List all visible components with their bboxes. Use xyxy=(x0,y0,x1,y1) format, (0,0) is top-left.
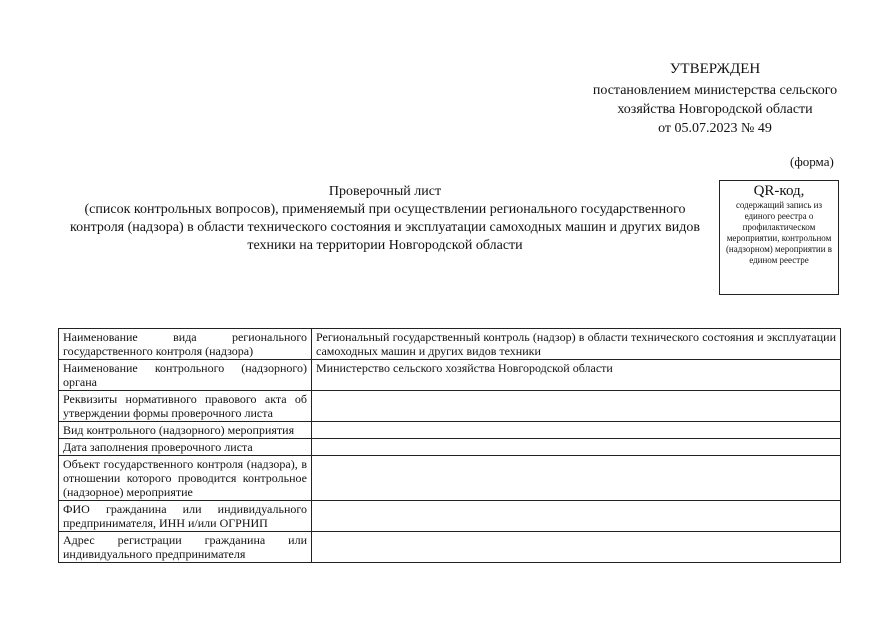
row-label: Наименование контрольного (надзорного) органа xyxy=(59,360,312,391)
row-label: Объект государственного контроля (надзора), в отношении которого проводится контрольное (надзорное) мероприятие xyxy=(59,456,312,501)
row-label: Реквизиты нормативного правового акта об утверждении формы проверочного листа xyxy=(59,391,312,422)
row-value: Региональный государственный контроль (надзор) в области технического состояния и эксплуатации самоходных машин и других видов техники xyxy=(312,329,841,360)
approval-line-3: от 05.07.2023 № 49 xyxy=(658,121,772,136)
table-row xyxy=(59,360,841,391)
qr-description: содержащий запись из единого реестра о профилактическом мероприятии, контрольном (надзорном) мероприятии в едином реестре xyxy=(725,200,833,265)
row-label: Дата заполнения проверочного листа xyxy=(59,439,312,456)
table-row xyxy=(59,501,841,532)
approval-stamp xyxy=(560,60,870,138)
row-value xyxy=(312,422,841,439)
table-row xyxy=(59,439,841,456)
title-line-2: (список контрольных вопросов), применяемый при осуществлении регионального государственного контроля (надзора) в области технического состояния и эксплуатации самоходных машин и других видов техники на территории Новгородской области xyxy=(70,202,700,253)
row-value xyxy=(312,501,841,532)
approval-line-2: хозяйства Новгородской области xyxy=(617,102,813,117)
document-title xyxy=(60,183,710,255)
row-label: Адрес регистрации гражданина или индивидуального предпринимателя xyxy=(59,532,312,563)
table-row xyxy=(59,391,841,422)
row-label: Вид контрольного (надзорного) мероприятия xyxy=(59,422,312,439)
row-label: Наименование вида регионального государственного контроля (надзора) xyxy=(59,329,312,360)
row-value xyxy=(312,456,841,501)
qr-code-box xyxy=(719,180,839,295)
qr-title: QR-код, xyxy=(753,183,805,199)
row-label: ФИО гражданина или индивидуального предпринимателя, ИНН и/или ОГРНИП xyxy=(59,501,312,532)
row-value: Министерство сельского хозяйства Новгородской области xyxy=(312,360,841,391)
approval-heading: УТВЕРЖДЕН xyxy=(669,61,761,77)
form-label: (форма) xyxy=(790,154,834,169)
row-value xyxy=(312,532,841,563)
table-row xyxy=(59,456,841,501)
table-row xyxy=(59,329,841,360)
approval-line-1: постановлением министерства сельского xyxy=(592,83,838,98)
table-row xyxy=(59,422,841,439)
table-row xyxy=(59,532,841,563)
row-value xyxy=(312,391,841,422)
row-value xyxy=(312,439,841,456)
title-line-1: Проверочный лист xyxy=(328,184,442,199)
checklist-table xyxy=(58,328,841,563)
